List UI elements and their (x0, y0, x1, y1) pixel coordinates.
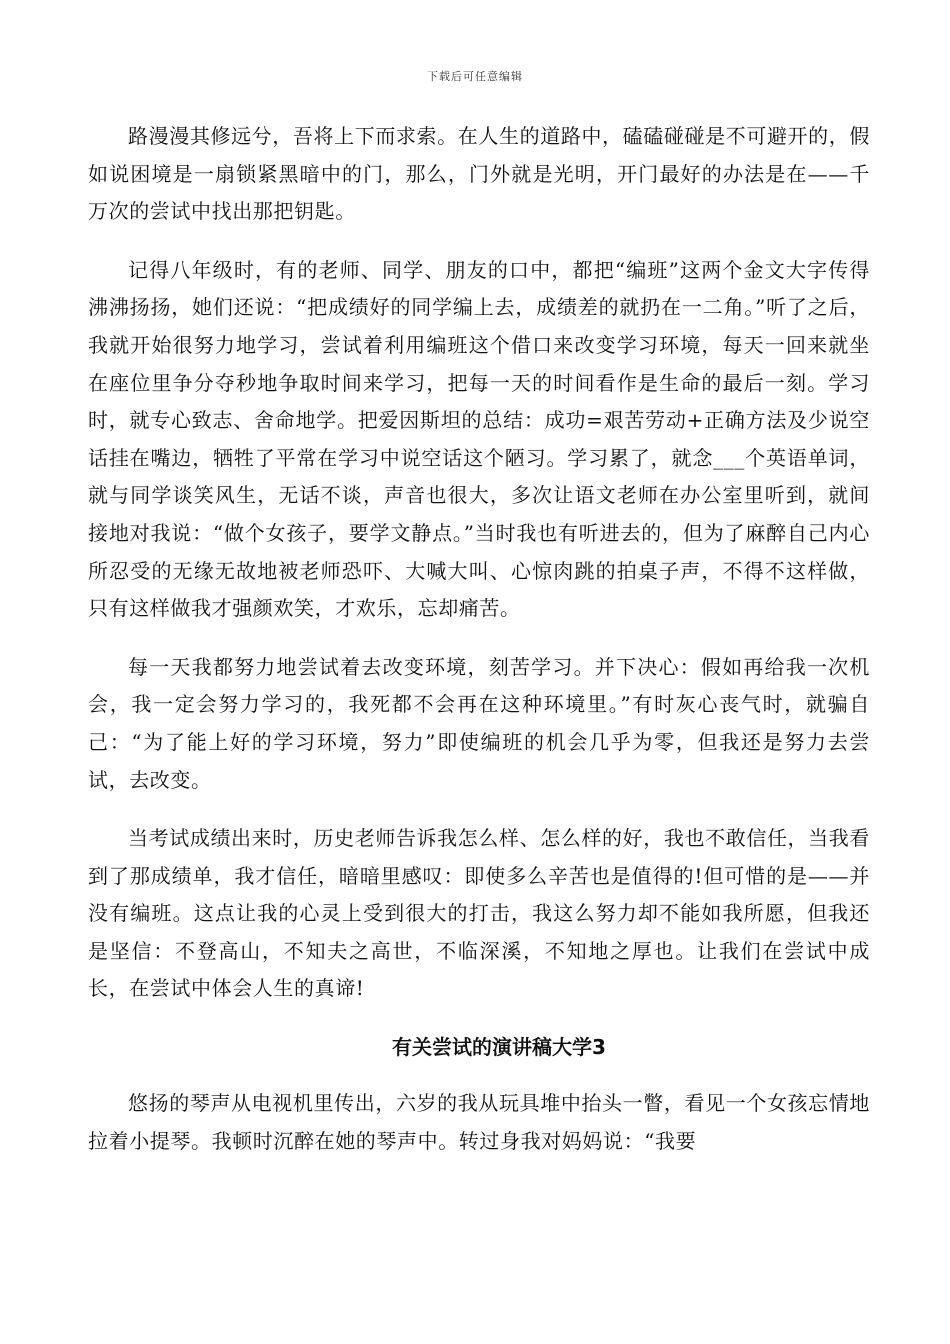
paragraph-2: 记得八年级时，有的老师、同学、朋友的口中，都把“编班”这两个金文大字传得沸沸扬扬，她们还说：“把成绩好的同学编上去，成绩差的就扔在一二角。”听了之后，我就开始很努力地学习，尝试着利用编班这个借口来改变学习环境，每天一回来就坐在座位里争分夺秒地争取时间来学习，把每一天的时间看作是生命的最后一刻。学习时，就专心致志、舍命地学。把爱因斯坦的总结：成功=艰苦劳动+正确方法及少说空话挂在嘴边，牺牲了平常在学习中说空话这个陋习。学习累了，就念___个英语单词，就与同学谈笑风生，无话不谈，声音也很大，多次让语文老师在办公室里听到，就间接地对我说：“做个女孩子，要学文静点。”当时我也有听进去的，但为了麻醉自己内心所忍受的无缘无故地被老师恐吓、大喊大叫、心惊肉跳的拍桌子声，不得不这样做，只有这样做我才强颜欢笑，才欢乐，忘却痛苦。 (88, 257, 870, 621)
paragraph-3: 每一天我都努力地尝试着去改变环境，刻苦学习。并下决心：假如再给我一次机会，我一定会努力学习的，我死都不会再在这种环境里。”有时灰心丧气时，就骗自己：“为了能上好的学习环境，努力”即使编班的机会几乎为零，但我还是努力去尝试，去改变。 (88, 654, 870, 792)
page-header: 下载后可任意编辑 (427, 70, 523, 83)
paragraph-4: 当考试成绩出来时，历史老师告诉我怎么样、怎么样的好，我也不敢信任，当我看到了那成绩单，我才信任，暗暗里感叹：即使多么辛苦也是值得的!但可惜的是——并没有编班。这点让我的心灵上受到很大的打击，我这么努力却不能如我所愿，但我还是坚信：不登高山，不知夫之高世，不临深溪，不知地之厚也。让我们在尝试中成长，在尝试中体会人生的真谛! (88, 826, 870, 1001)
document-body (88, 118, 870, 1181)
section-heading: 有关尝试的演讲稿大学3 (392, 1035, 606, 1060)
paragraph-1: 路漫漫其修远兮，吾将上下而求索。在人生的道路中，磕磕碰碰是不可避开的，假如说困境是一扇锁紧黑暗中的门，那么，门外就是光明，开门最好的办法是在——千万次的尝试中找出那把钥匙。 (88, 124, 870, 224)
paragraph-5: 悠扬的琴声从电视机里传出，六岁的我从玩具堆中抬头一瞥，看见一个女孩忘情地拉着小提琴。我顿时沉醉在她的琴声中。转过身我对妈妈说：“我要 (88, 1091, 870, 1153)
